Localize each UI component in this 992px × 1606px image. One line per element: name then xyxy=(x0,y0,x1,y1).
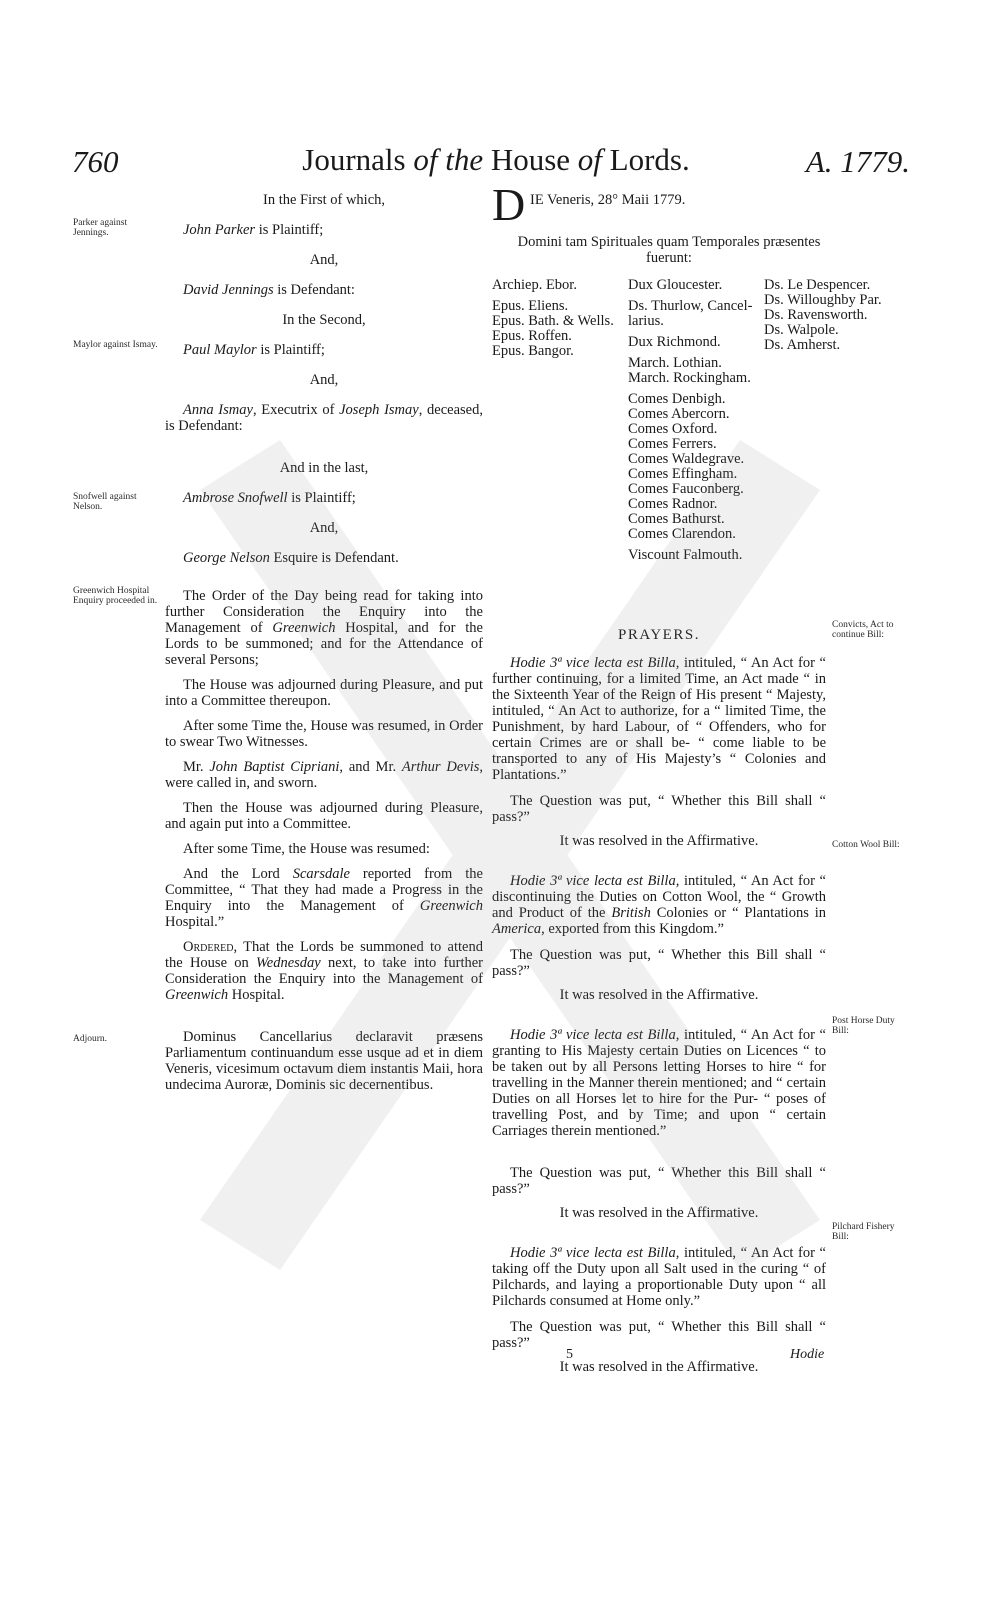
text: The Order of the Day being read for taking into further Consideration the Enquiry into the Management of xyxy=(165,588,483,636)
left-column xyxy=(165,186,483,1093)
margin-note-adjourn: Adjourn. xyxy=(73,1034,108,1044)
bill-lead: Hodie 3ª vice lecta est Billa, xyxy=(510,873,680,889)
second-line: In the Second, xyxy=(282,312,366,328)
greenwich-order-paragraph xyxy=(165,588,483,668)
lord-name: Comes Ferrers. xyxy=(628,436,717,452)
bill-post-horse xyxy=(492,1027,826,1139)
title-journals: Journals xyxy=(302,142,406,177)
text: Hospital.” xyxy=(165,914,225,930)
page-year: A. 1779. xyxy=(805,144,910,179)
question-line: The Question was put, “ Whether this Bill shall “ pass?” xyxy=(492,793,826,825)
lord-name: Ds. Amherst. xyxy=(764,337,841,353)
bill-text: intituled, “ An Act for “ further continuing, for a limited Time, an Act made “ in the Sixteenth Year of the Reign of His present “ Majesty, intituled, “ An Act to authorize, for a “ limited Time, the Punishment, by hard Labour, of “ Offenders, who for certain Crimes are or shall be- “ come liable to be transported to any of His Majesty’s “ Colonies and Plantations.” xyxy=(492,655,826,783)
lord-name: Ds. Le Despencer. xyxy=(764,277,871,293)
lord-name: Epus. Bangor. xyxy=(492,343,574,359)
party-role: Esquire is Defendant. xyxy=(269,550,399,566)
parker-line xyxy=(165,222,483,238)
lord-name: Archiep. Ebor. xyxy=(492,277,577,293)
party-name: David Jennings xyxy=(183,282,274,298)
place-name: Greenwich xyxy=(272,620,336,636)
party-name: Joseph Ismay xyxy=(339,402,419,418)
lord-name: March. Rockingham. xyxy=(628,370,751,386)
text: next, to take into further Consideration the Enquiry into the Management of xyxy=(165,955,483,987)
bill-text-italic: British xyxy=(611,905,651,921)
lord-name: Epus. Roffen. xyxy=(492,328,572,344)
text: reported from the Committee, “ That they had made a Progress in the Enquiry into the Management of xyxy=(165,866,483,914)
jennings-line xyxy=(165,282,483,298)
catchword: Hodie xyxy=(790,1347,825,1362)
person-name: John Baptist Cipriani xyxy=(209,759,340,775)
bill-text: intituled, “ An Act for “ taking off the Duty upon all Salt used in the curing “ of Pilchards, and laying a proportionable Duty upon “ all Pilchards consumed at Home only.” xyxy=(492,1245,826,1309)
margin-note-greenwich: Greenwich Hospital Enquiry proceeded in. xyxy=(73,586,158,606)
resumed-paragraph: After some Time the, House was resumed, in Order to swear Two Witnesses. xyxy=(165,718,483,750)
die-date: IE Veneris, 28° Maii 1779. xyxy=(530,192,686,208)
maylor-line xyxy=(165,342,483,358)
scarsdale-report-paragraph xyxy=(165,866,483,930)
adjourned-paragraph: The House was adjourned during Pleasure, and put into a Committee thereupon. xyxy=(165,677,483,709)
lord-name: Epus. Bath. & Wells. xyxy=(492,313,614,329)
lord-name: Ds. Ravensworth. xyxy=(764,307,868,323)
title-lords: Lords. xyxy=(609,142,690,177)
party-name: Ambrose Snofwell xyxy=(183,490,288,506)
text: And the Lord xyxy=(183,866,293,882)
place-name: Greenwich xyxy=(419,898,483,914)
margin-note-pilchard: Pilchard Fishery Bill: xyxy=(832,1222,895,1242)
person-name: Scarsdale xyxy=(292,866,350,882)
drop-cap: D xyxy=(492,179,526,230)
party-name: John Parker xyxy=(183,222,256,238)
and-line: And, xyxy=(309,372,339,388)
margin-note-post-horse: Post Horse Duty Bill: xyxy=(832,1016,895,1036)
title-house: House xyxy=(490,142,571,177)
bill-convicts xyxy=(492,655,826,783)
lord-name: Comes Effingham. xyxy=(628,466,738,482)
lord-name: Dux Richmond. xyxy=(628,334,721,350)
committee-paragraph: Then the House was adjourned during Pleasure, and again put into a Committee. xyxy=(165,800,483,832)
resolved-line: It was resolved in the Affirmative. xyxy=(559,833,759,849)
margin-note-snofwell: Snofwell against Nelson. xyxy=(73,492,137,512)
text: Hospital. xyxy=(228,987,285,1003)
lord-name: Comes Oxford. xyxy=(628,421,718,437)
lord-name: Comes Fauconberg. xyxy=(628,481,744,497)
die-veneris-heading xyxy=(492,179,826,230)
party-role: , deceased, is Defendant: xyxy=(165,402,483,434)
ismay-line xyxy=(165,402,483,434)
party-name: Paul Maylor xyxy=(183,342,257,358)
lord-name: Viscount Falmouth. xyxy=(628,547,743,563)
signature-mark: 5 xyxy=(566,1347,573,1362)
question-line: The Question was put, “ Whether this Bill shall “ pass?” xyxy=(492,1165,826,1197)
resolved-line: It was resolved in the Affirmative. xyxy=(559,1205,759,1221)
ordered-paragraph xyxy=(165,939,483,1003)
bill-lead: Hodie 3ª vice lecta est Billa, xyxy=(510,655,680,671)
day-name: Wednesday xyxy=(256,955,321,971)
bill-cotton-wool xyxy=(492,873,826,937)
text: Mr. xyxy=(183,759,210,775)
lords-column-spiritual xyxy=(492,278,622,359)
bill-lead: Hodie 3ª vice lecta est Billa, xyxy=(510,1027,680,1043)
title-of-2: of xyxy=(577,142,602,177)
resolved-line: It was resolved in the Affirmative. xyxy=(559,987,759,1003)
bill-text: , exported from this Kingdom.” xyxy=(541,921,724,937)
witnesses-paragraph xyxy=(165,759,483,791)
lord-name: Comes Abercorn. xyxy=(628,406,730,422)
place-name: Greenwich xyxy=(165,987,229,1003)
party-role: is Defendant: xyxy=(273,282,355,298)
bill-lead: Hodie 3ª vice lecta est Billa, xyxy=(510,1245,680,1261)
lord-name: Comes Denbigh. xyxy=(628,391,726,407)
bill-pilchard xyxy=(492,1245,826,1309)
question-line: The Question was put, “ Whether this Bill shall “ pass?” xyxy=(492,947,826,979)
party-name: George Nelson xyxy=(183,550,270,566)
lord-name: Comes Radnor. xyxy=(628,496,718,512)
lord-name: Epus. Eliens. xyxy=(492,298,569,314)
margin-note-parker: Parker against Jennings. xyxy=(73,218,128,238)
ordered-label: Ordered, xyxy=(183,939,238,955)
party-name: Anna Ismay xyxy=(183,402,253,418)
lords-present-list xyxy=(492,277,882,623)
snofwell-line xyxy=(165,490,483,506)
prayers-heading: PRAYERS. xyxy=(618,627,700,643)
resolved-line: It was resolved in the Affirmative. xyxy=(559,1359,759,1375)
party-role: is Plaintiff; xyxy=(255,222,324,238)
first-of-which: In the First of which, xyxy=(262,192,386,208)
lord-name: Ds. Willoughby Par. xyxy=(764,292,882,308)
lord-name: March. Lothian. xyxy=(628,355,722,371)
text: Hospital, and for the Lords to be summoned; and for the Attendance of several Persons; xyxy=(165,620,483,668)
title-the: the xyxy=(445,142,484,177)
party-text: , Executrix of xyxy=(252,402,340,418)
person-name: Arthur Devis xyxy=(401,759,480,775)
lord-name: Comes Bathurst. xyxy=(628,511,725,527)
lords-column-barons xyxy=(764,278,884,353)
bill-text: intituled, “ An Act for “ discontinuing the Duties on Cotton Wool, the “ Growth and Product of the xyxy=(492,873,826,921)
and-line: And, xyxy=(309,252,339,268)
question-line: The Question was put, “ Whether this Bill shall “ pass?” xyxy=(492,1319,826,1351)
resumed-paragraph-2: After some Time, the House was resumed: xyxy=(183,841,430,857)
adjournment-paragraph: Dominus Cancellarius declaravit præsens Parliamentum continuandum esse usque ad et in diem Veneris, vicesimum octavum diem instantis Maii, hora undecima Auroræ, Dominis sic decernentibus. xyxy=(165,1029,483,1093)
bill-text: intituled, “ An Act for “ granting to His Majesty certain Duties on Licences “ to be taken out by all Persons letting Horses to hire “ for travelling in the Manner therein mentioned; and “ certain Duties on all Horses let to hire for the Pur- “ poses of travelling Post, and by Time; and upon “ certain Carriages therein mentioned.” xyxy=(492,1027,826,1139)
margin-note-cotton: Cotton Wool Bill: xyxy=(832,840,900,850)
title-of-1: of xyxy=(413,142,438,177)
and-line: And, xyxy=(309,520,339,536)
margin-note-maylor: Maylor against Ismay. xyxy=(73,340,158,350)
text: That the Lords be summoned to attend the House on xyxy=(165,939,483,971)
text: , and Mr. xyxy=(339,759,402,775)
bill-text-italic: America xyxy=(492,921,542,937)
lord-name: Ds. Thurlow, Cancel- xyxy=(628,298,753,314)
lord-name: larius. xyxy=(628,313,664,329)
bill-text: Colonies or “ Plantations in xyxy=(650,905,826,921)
lord-name: Comes Waldegrave. xyxy=(628,451,745,467)
page-number: 760 xyxy=(72,144,119,179)
lord-name: Comes Clarendon. xyxy=(628,526,736,542)
party-role: is Plaintiff; xyxy=(287,490,356,506)
lords-column-temporal xyxy=(628,278,766,563)
text: , were called in, and sworn. xyxy=(165,759,484,791)
last-line: And in the last, xyxy=(279,460,369,476)
domini-line: Domini tam Spirituales quam Temporales præsentes fuerunt: xyxy=(517,234,821,266)
lord-name: Dux Gloucester. xyxy=(628,277,723,293)
lord-name: Ds. Walpole. xyxy=(764,322,839,338)
party-role: is Plaintiff; xyxy=(256,342,325,358)
nelson-line xyxy=(165,550,483,566)
margin-note-convicts: Convicts, Act to continue Bill: xyxy=(832,620,894,640)
